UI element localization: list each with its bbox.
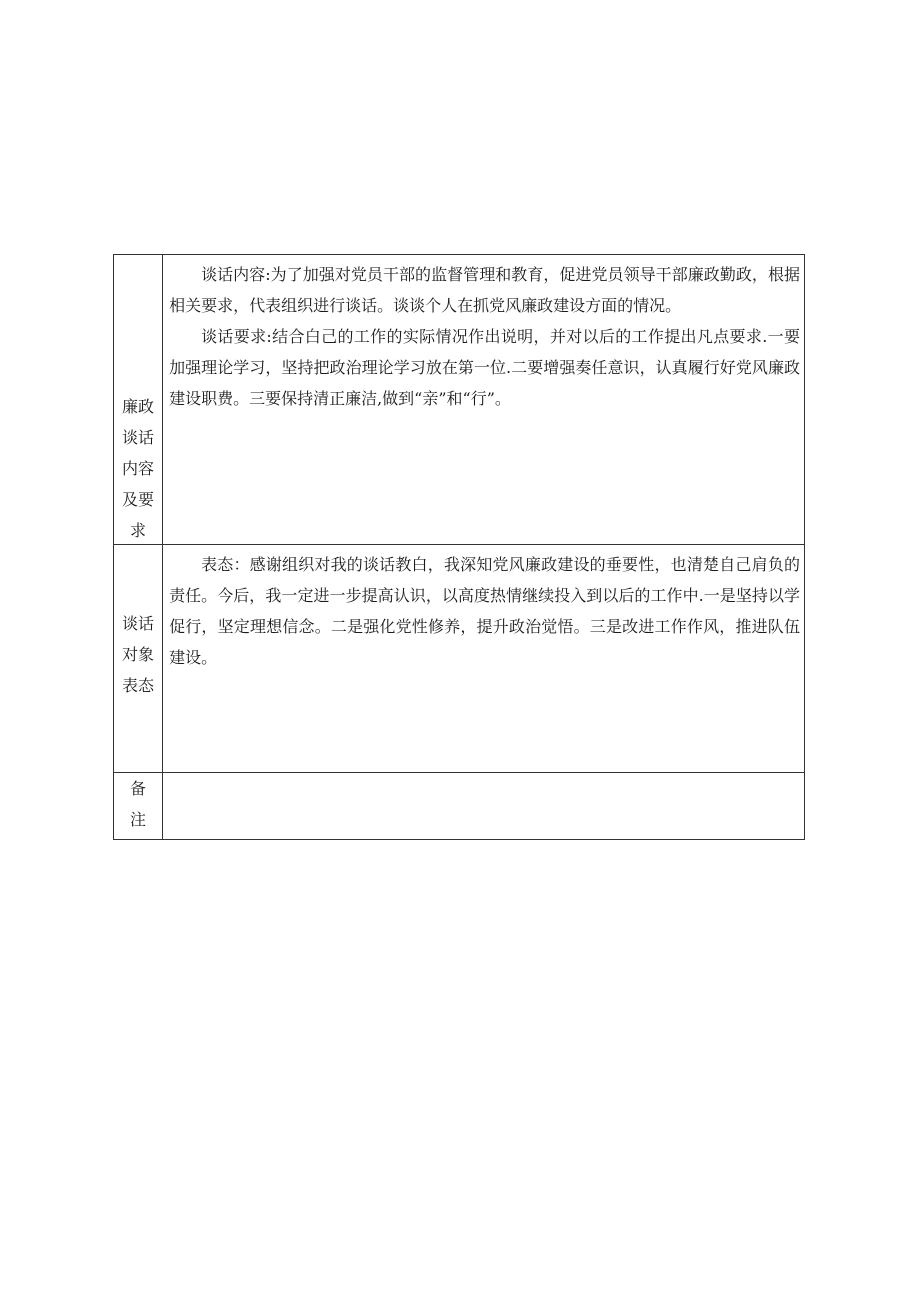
row-label-cell — [114, 255, 163, 545]
talk-content-paragraph: 谈话内容:为了加强对党员干部的监督管理和教育，促进党员领导干部廉政勤政，根据相关要求，代表组织进行谈话。谈谈个人在抓党风廉政建设方面的情况。 — [169, 265, 800, 315]
table-row-talk-content — [114, 255, 805, 545]
remarks-cell — [163, 773, 805, 840]
row-label-remarks: 备 注 — [130, 779, 147, 829]
row-label-talk-content: 廉政 谈话 内容 及要 求 — [122, 397, 155, 540]
attitude-cell — [163, 545, 805, 773]
row-label-cell — [114, 545, 163, 773]
talk-requirements-paragraph: 谈话要求:结合白己的工作的实际情况作出说明，并对以后的工作提出凡点要求.一要加强理论学习，坚持把政治理论学习放在第一位.二要增强奏任意识，认真履行好党风廉政建设职费。三要保持清正廉洁,做到“亲”和“行”。 — [169, 327, 800, 408]
talk-record-table — [113, 254, 805, 840]
row-label-attitude: 谈话 对象 表态 — [122, 614, 155, 695]
row-label-cell — [114, 773, 163, 840]
table-row-remarks — [114, 773, 805, 840]
talk-content-cell — [163, 255, 805, 545]
attitude-paragraph: 表态：感谢组织对我的谈话教白，我深知党风廉政建设的垂要性，也清楚自己肩负的责任。今后，我一定进一步提高认识，以高度热情继续投入到以后的工作中.一是坚持以学促行，坚定理想信念。二是强化党性修养，提升政治觉悟。三是改进工作作风，推进队伍建设。 — [169, 555, 800, 667]
table-row-attitude — [114, 545, 805, 773]
